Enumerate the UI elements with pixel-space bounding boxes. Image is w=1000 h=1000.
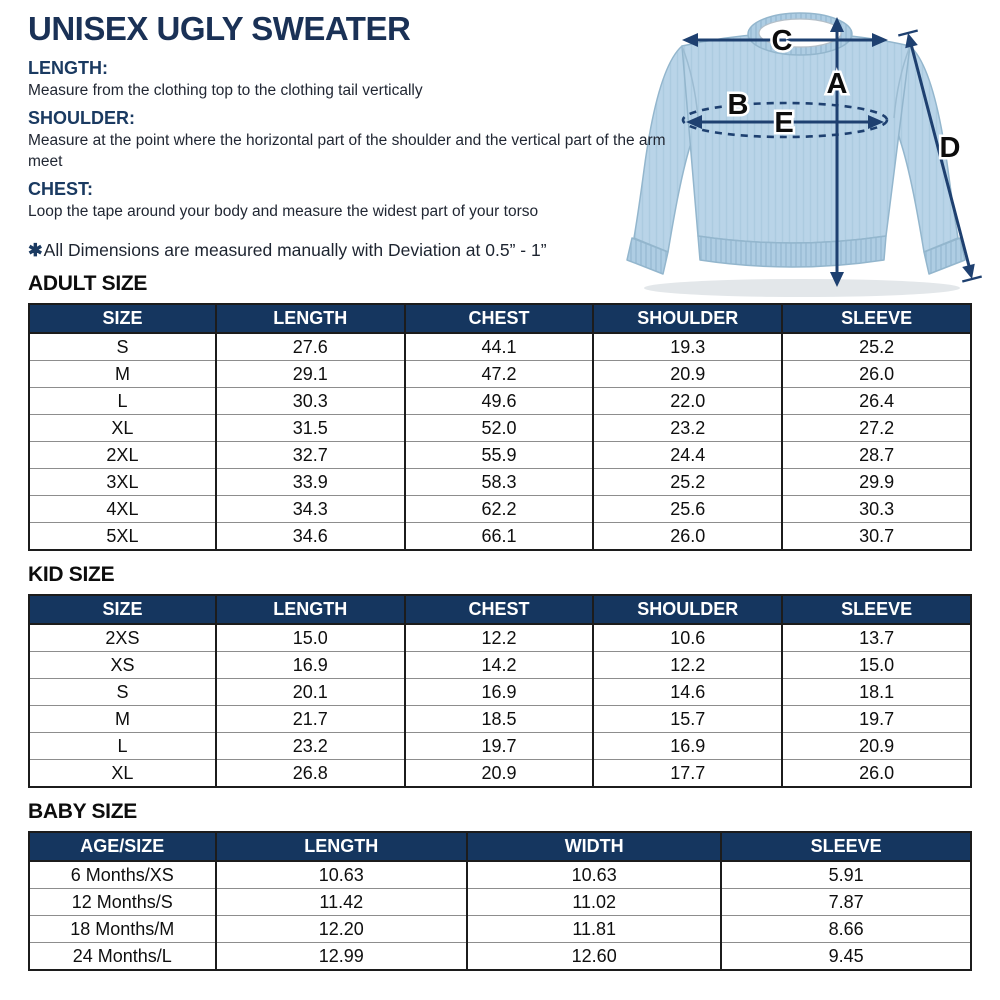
sweater-measurement-diagram — [620, 0, 1000, 300]
value-cell: 12.2 — [593, 652, 782, 679]
value-cell: 17.7 — [593, 760, 782, 788]
size-cell: L — [29, 733, 216, 760]
sweater-shadow — [644, 279, 960, 297]
value-cell: 29.9 — [782, 469, 971, 496]
value-cell: 32.7 — [216, 442, 405, 469]
value-cell: 14.6 — [593, 679, 782, 706]
value-cell: 18.1 — [782, 679, 971, 706]
definition-desc-chest: Loop the tape around your body and measure the widest part of your torso — [28, 203, 539, 221]
value-cell: 15.7 — [593, 706, 782, 733]
value-cell: 19.7 — [405, 733, 594, 760]
section-title-baby: BABY SIZE — [28, 800, 137, 823]
baby-size-table — [28, 831, 972, 971]
size-cell: XL — [29, 415, 216, 442]
definition-desc-shoulder: Measure at the point where the horizontal part of the shoulder and the vertical part of the arm meet — [28, 132, 666, 170]
table-row — [29, 706, 971, 733]
value-cell: 11.42 — [216, 889, 468, 916]
column-header: CHEST — [405, 595, 594, 624]
table-row — [29, 760, 971, 788]
value-cell: 47.2 — [405, 361, 594, 388]
value-cell: 22.0 — [593, 388, 782, 415]
size-cell: 2XL — [29, 442, 216, 469]
value-cell: 10.63 — [216, 861, 468, 889]
value-cell: 31.5 — [216, 415, 405, 442]
value-cell: 44.1 — [405, 333, 594, 361]
value-cell: 52.0 — [405, 415, 594, 442]
value-cell: 21.7 — [216, 706, 405, 733]
value-cell: 26.0 — [782, 760, 971, 788]
definition-term-chest: CHEST: — [28, 179, 94, 200]
value-cell: 25.6 — [593, 496, 782, 523]
value-cell: 30.7 — [782, 523, 971, 551]
value-cell: 25.2 — [593, 469, 782, 496]
value-cell: 58.3 — [405, 469, 594, 496]
table-row — [29, 496, 971, 523]
label-d: D — [939, 132, 961, 164]
value-cell: 30.3 — [782, 496, 971, 523]
label-e: E — [774, 107, 794, 139]
value-cell: 33.9 — [216, 469, 405, 496]
value-cell: 10.6 — [593, 624, 782, 652]
column-header: SLEEVE — [721, 832, 971, 861]
value-cell: 30.3 — [216, 388, 405, 415]
label-c: C — [771, 25, 793, 57]
section-title-adult: ADULT SIZE — [28, 272, 148, 295]
value-cell: 20.1 — [216, 679, 405, 706]
size-cell: 12 Months/S — [29, 889, 216, 916]
table-row — [29, 361, 971, 388]
value-cell: 10.63 — [467, 861, 721, 889]
table-row — [29, 889, 971, 916]
table-row — [29, 652, 971, 679]
table-row — [29, 415, 971, 442]
column-header: SLEEVE — [782, 304, 971, 333]
value-cell: 26.8 — [216, 760, 405, 788]
definition-chest — [28, 179, 676, 222]
kid-size-section — [28, 563, 972, 788]
value-cell: 11.02 — [467, 889, 721, 916]
column-header: LENGTH — [216, 832, 468, 861]
value-cell: 26.4 — [782, 388, 971, 415]
value-cell: 8.66 — [721, 916, 971, 943]
table-row — [29, 916, 971, 943]
section-title-kid: KID SIZE — [28, 563, 115, 586]
column-header: SLEEVE — [782, 595, 971, 624]
value-cell: 55.9 — [405, 442, 594, 469]
value-cell: 23.2 — [593, 415, 782, 442]
size-cell: 18 Months/M — [29, 916, 216, 943]
value-cell: 28.7 — [782, 442, 971, 469]
value-cell: 20.9 — [782, 733, 971, 760]
size-cell: XL — [29, 760, 216, 788]
value-cell: 34.3 — [216, 496, 405, 523]
deviation-note — [28, 240, 676, 261]
size-cell: 6 Months/XS — [29, 861, 216, 889]
definition-shoulder — [28, 108, 676, 172]
label-a: A — [826, 68, 848, 100]
size-cell: 5XL — [29, 523, 216, 551]
value-cell: 27.2 — [782, 415, 971, 442]
value-cell: 18.5 — [405, 706, 594, 733]
column-header: WIDTH — [467, 832, 721, 861]
size-cell: 2XS — [29, 624, 216, 652]
value-cell: 15.0 — [782, 652, 971, 679]
value-cell: 49.6 — [405, 388, 594, 415]
value-cell: 16.9 — [405, 679, 594, 706]
value-cell: 14.2 — [405, 652, 594, 679]
header-row — [29, 595, 971, 624]
value-cell: 19.7 — [782, 706, 971, 733]
size-cell: S — [29, 679, 216, 706]
value-cell: 9.45 — [721, 943, 971, 971]
value-cell: 26.0 — [782, 361, 971, 388]
definition-length — [28, 58, 676, 101]
value-cell: 24.4 — [593, 442, 782, 469]
adult-size-section — [28, 272, 972, 551]
baby-size-section — [28, 800, 972, 971]
value-cell: 19.3 — [593, 333, 782, 361]
size-cell: L — [29, 388, 216, 415]
adult-size-table — [28, 303, 972, 551]
header-section — [0, 0, 1000, 272]
size-cell: 4XL — [29, 496, 216, 523]
definition-term-length: LENGTH: — [28, 58, 108, 78]
value-cell: 7.87 — [721, 889, 971, 916]
size-cell: 24 Months/L — [29, 943, 216, 971]
table-row — [29, 442, 971, 469]
size-cell: M — [29, 706, 216, 733]
value-cell: 5.91 — [828, 865, 864, 885]
table-row — [29, 333, 971, 361]
table-row — [29, 469, 971, 496]
value-cell: 12.60 — [467, 943, 721, 971]
deviation-note-text: All Dimensions are measured manually with Deviation at 0.5” - 1” — [43, 239, 547, 260]
kid-size-table — [28, 594, 972, 788]
value-cell: 26.0 — [593, 523, 782, 551]
column-header: LENGTH — [216, 595, 405, 624]
label-b: B — [727, 89, 749, 121]
column-header: SHOULDER — [593, 595, 782, 624]
value-cell: 29.1 — [216, 361, 405, 388]
value-cell: 16.9 — [593, 733, 782, 760]
table-row — [29, 523, 971, 551]
table-row — [29, 943, 971, 971]
value-cell: 12.2 — [405, 624, 594, 652]
measurement-instructions — [28, 10, 676, 261]
column-header: AGE/SIZE — [29, 832, 216, 861]
value-cell: 13.7 — [859, 628, 895, 648]
table-row — [29, 388, 971, 415]
value-cell: 25.2 — [859, 337, 895, 357]
value-cell: 66.1 — [405, 523, 594, 551]
definition-desc-length: Measure from the clothing top to the clothing tail vertically — [28, 82, 423, 99]
header-row — [29, 832, 971, 861]
column-header: SIZE — [29, 304, 216, 333]
value-cell: 12.20 — [216, 916, 468, 943]
size-cell: S — [29, 333, 216, 361]
size-cell: 3XL — [29, 469, 216, 496]
column-header: SHOULDER — [593, 304, 782, 333]
value-cell: 62.2 — [405, 496, 594, 523]
size-cell: M — [29, 361, 216, 388]
table-row — [29, 861, 971, 889]
size-cell: XS — [29, 652, 216, 679]
value-cell: 11.81 — [467, 916, 721, 943]
page-title: UNISEX UGLY SWEATER — [28, 10, 411, 47]
column-header: CHEST — [405, 304, 594, 333]
asterisk-icon: ✱ — [28, 239, 43, 260]
table-row — [29, 679, 971, 706]
value-cell: 16.9 — [216, 652, 405, 679]
value-cell: 27.6 — [216, 333, 405, 361]
column-header: LENGTH — [216, 304, 405, 333]
column-header: SIZE — [29, 595, 216, 624]
value-cell: 20.9 — [593, 361, 782, 388]
value-cell: 34.6 — [216, 523, 405, 551]
definition-term-shoulder: SHOULDER: — [28, 108, 135, 129]
table-row — [29, 733, 971, 760]
value-cell: 23.2 — [216, 733, 405, 760]
value-cell: 15.0 — [216, 624, 405, 652]
table-row — [29, 624, 971, 652]
header-row — [29, 304, 971, 333]
value-cell: 20.9 — [405, 760, 594, 788]
value-cell: 12.99 — [216, 943, 468, 971]
